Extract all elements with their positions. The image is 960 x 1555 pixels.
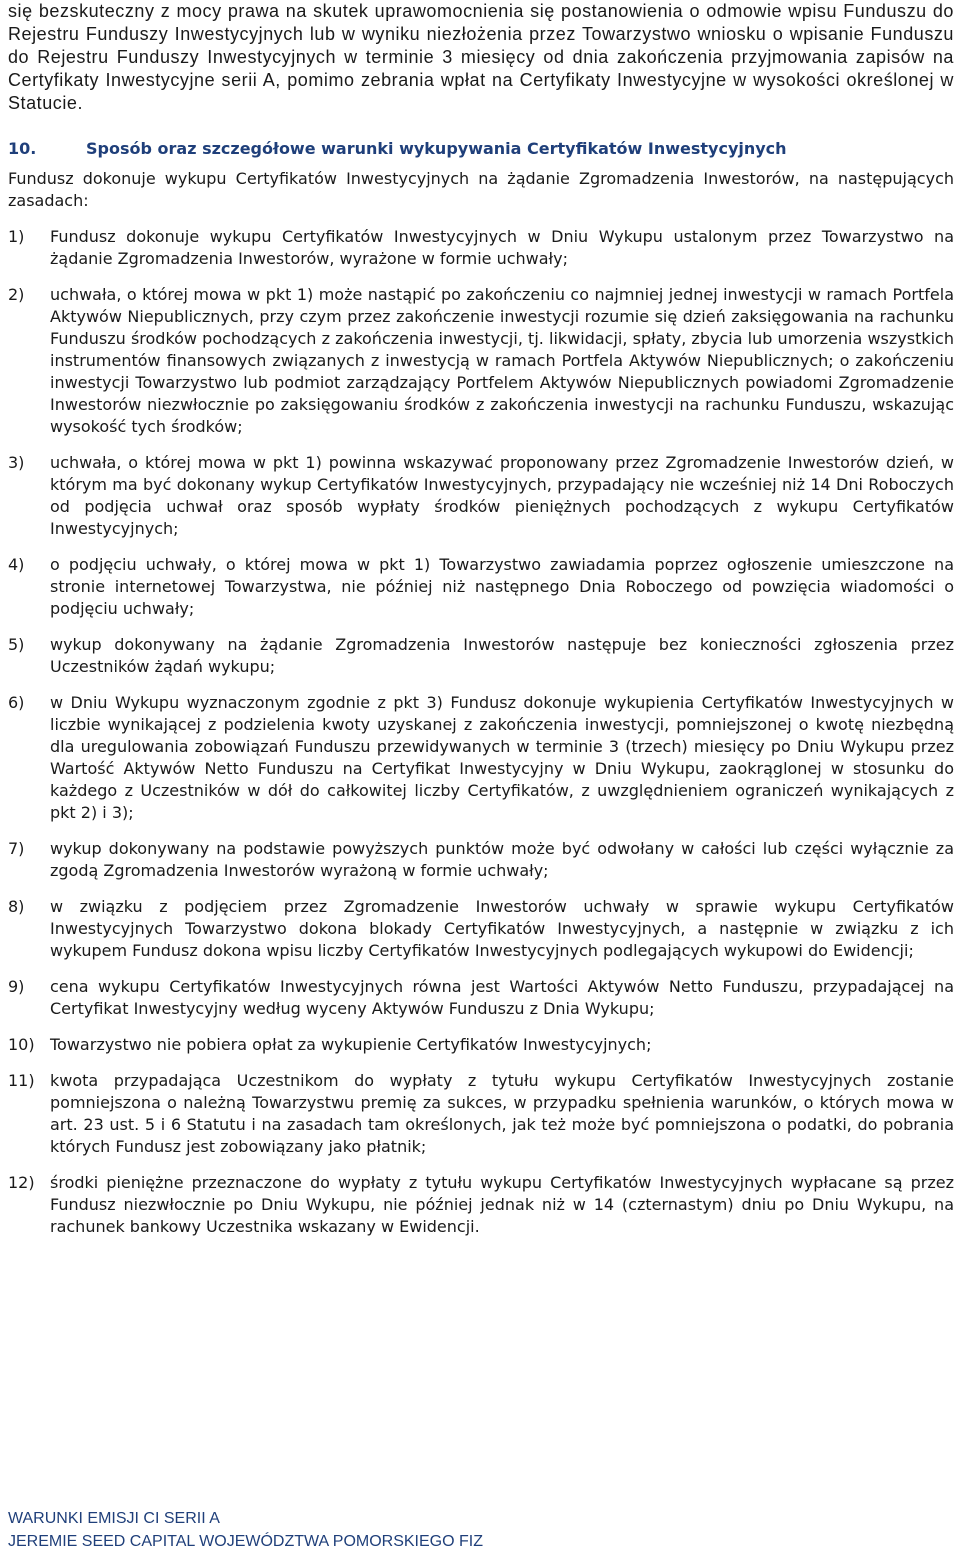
list-item-number: 7) (8, 839, 25, 858)
list-item-number: 2) (8, 285, 25, 304)
list-item (8, 226, 954, 270)
footer-document-title: WARUNKI EMISJI CI SERII A (8, 1510, 220, 1527)
list-item-number: 4) (8, 555, 25, 574)
intro-paragraph: się bezskuteczny z mocy prawa na skutek uprawomocnienia się postanowienia o odmowie wpisu Funduszu do Rejestru Funduszy Inwestycyjnych lub w wyniku niezłożenia przez Towarzystwo wniosku o wpisanie Funduszu do Rejestru Funduszy Inwestycyjnych w terminie 3 miesięcy od dnia zakończenia przyjmowania zapisów na Certyfikaty Inwestycyjne serii A, pomimo zebrania wpłat na Certyfikaty Inwestycyjne w wysokości określonej w Statucie. (8, 1, 954, 113)
list-item-number: 6) (8, 693, 25, 712)
section-title: Sposób oraz szczegółowe warunki wykupywania Certyfikatów Inwestycyjnych (86, 139, 787, 158)
list-item (8, 976, 954, 1020)
section-number: 10. (8, 139, 37, 158)
list-item (8, 838, 954, 882)
list-item (8, 452, 954, 540)
list-item-number: 3) (8, 453, 25, 472)
list-item (8, 1070, 954, 1158)
list-item-number: 12) (8, 1173, 35, 1192)
list-item-number: 11) (8, 1071, 35, 1090)
list-item (8, 554, 954, 620)
list-item (8, 692, 954, 824)
section-lead: Fundusz dokonuje wykupu Certyfikatów Inwestycyjnych na żądanie Zgromadzenia Inwestorów, na następujących zasadach: (8, 169, 954, 210)
list-item-number: 5) (8, 635, 25, 654)
list-item (8, 896, 954, 962)
list-item-text: środki pieniężne przeznaczone do wypłaty z tytułu wykupu Certyfikatów Inwestycyjnych wypłacane są przez Fundusz niezwłocznie po Dniu Wykupu, nie później jednak niż w 14 (czternastym) dniu po Dniu Wykupu, na rachunek bankowy Uczestnika wskazany w Ewidencji. (50, 1173, 954, 1236)
list-item-text: o podjęciu uchwały, o której mowa w pkt 1) Towarzystwo zawiadamia poprzez ogłoszenie umieszczone na stronie internetowej Towarzystwa, nie później niż następnego Dnia Roboczego od powzięcia wiadomości o podjęciu uchwały; (50, 555, 954, 618)
rules-list (8, 226, 954, 1238)
list-item (8, 284, 954, 438)
list-item-number: 1) (8, 227, 25, 246)
list-item-text: cena wykupu Certyfikatów Inwestycyjnych równa jest Wartości Aktywów Netto Funduszu, przypadającej na Certyfikat Inwestycyjny według wyceny Aktywów Funduszu z Dnia Wykupu; (50, 977, 954, 1018)
list-item-text: w Dniu Wykupu wyznaczonym zgodnie z pkt 3) Fundusz dokonuje wykupienia Certyfikatów Inwestycyjnych w liczbie wynikającej z podzielenia kwoty uzyskanej z zakończenia inwestycji, pomniejszonej o kwotę niezbędną dla uregulowania zobowiązań Funduszu przewidywanych w terminie 3 (trzech) miesięcy po Dniu Wykupu przez Wartość Aktywów Netto Funduszu na Certyfikat Inwestycyjny w Dniu Wykupu, zaokrąglonej w stosunku do każdego z Uczestników w dół do całkowitej liczby Certyfikatów, z uwzględnieniem ograniczeń wynikających z pkt 2) i 3); (50, 693, 954, 822)
list-item (8, 1172, 954, 1238)
list-item-text: Fundusz dokonuje wykupu Certyfikatów Inwestycyjnych w Dniu Wykupu ustalonym przez Towarzystwo na żądanie Zgromadzenia Inwestorów, wyrażone w formie uchwały; (50, 227, 954, 268)
list-item-text: kwota przypadająca Uczestnikom do wypłaty z tytułu wykupu Certyfikatów Inwestycyjnych zostanie pomniejszona o należną Towarzystwu premię za sukces, w przypadku spełnienia warunków, o których mowa w art. 23 ust. 5 i 6 Statutu i na zasadach tam określonych, jak też może być pomniejszona o podatki, do pobrania których Fundusz jest zobowiązany jako płatnik; (50, 1071, 954, 1156)
page-footer (8, 1507, 483, 1553)
list-item (8, 634, 954, 678)
list-item-text: w związku z podjęciem przez Zgromadzenie Inwestorów uchwały w sprawie wykupu Certyfikatów Inwestycyjnych Towarzystwo dokona blokady Certyfikatów Inwestycyjnych, a następnie w związku z ich wykupem Fundusz dokona wpisu liczby Certyfikatów Inwestycyjnych podlegających wykupowi do Ewidencji; (50, 897, 954, 960)
list-item-text: wykup dokonywany na podstawie powyższych punktów może być odwołany w całości lub części wyłącznie za zgodą Zgromadzenia Inwestorów wyrażoną w formie uchwały; (50, 839, 954, 880)
section-heading (8, 139, 954, 158)
document-page (8, 0, 954, 1252)
list-item-number: 9) (8, 977, 25, 996)
list-item-text: wykup dokonywany na żądanie Zgromadzenia Inwestorów następuje bez konieczności zgłoszenia przez Uczestników żądań wykupu; (50, 635, 954, 676)
footer-fund-name: JEREMIE SEED CAPITAL WOJEWÓDZTWA POMORSKIEGO FIZ (8, 1533, 483, 1550)
list-item (8, 1034, 954, 1056)
list-item-number: 10) (8, 1035, 35, 1054)
list-item-text: Towarzystwo nie pobiera opłat za wykupienie Certyfikatów Inwestycyjnych; (50, 1035, 652, 1054)
list-item-text: uchwała, o której mowa w pkt 1) powinna wskazywać proponowany przez Zgromadzenie Inwestorów dzień, w którym ma być dokonany wykup Certyfikatów Inwestycyjnych, przypadający nie wcześniej niż 14 Dni Roboczych od podjęcia uchwał oraz sposób wypłaty środków pieniężnych pochodzących z wykupu Certyfikatów Inwestycyjnych; (50, 453, 954, 538)
list-item-number: 8) (8, 897, 25, 916)
list-item-text: uchwała, o której mowa w pkt 1) może nastąpić po zakończeniu co najmniej jednej inwestycji w ramach Portfela Aktywów Niepublicznych, przy czym przez zakończenie inwestycji rozumie się dzień zaksięgowania na rachunku Funduszu środków pochodzących z zakończenia inwestycji, tj. likwidacji, spłaty, zbycia lub umorzenia wszystkich instrumentów finansowych związanych z inwestycją w ramach Portfela Aktywów Niepublicznych; o zakończeniu inwestycji Towarzystwo lub podmiot zarządzający Portfelem Aktywów Niepublicznych powiadomi Zgromadzenie Inwestorów niezwłocznie po zaksięgowaniu środków z zakończenia inwestycji na rachunku Funduszu, wskazując wysokość tych środków; (50, 285, 954, 436)
